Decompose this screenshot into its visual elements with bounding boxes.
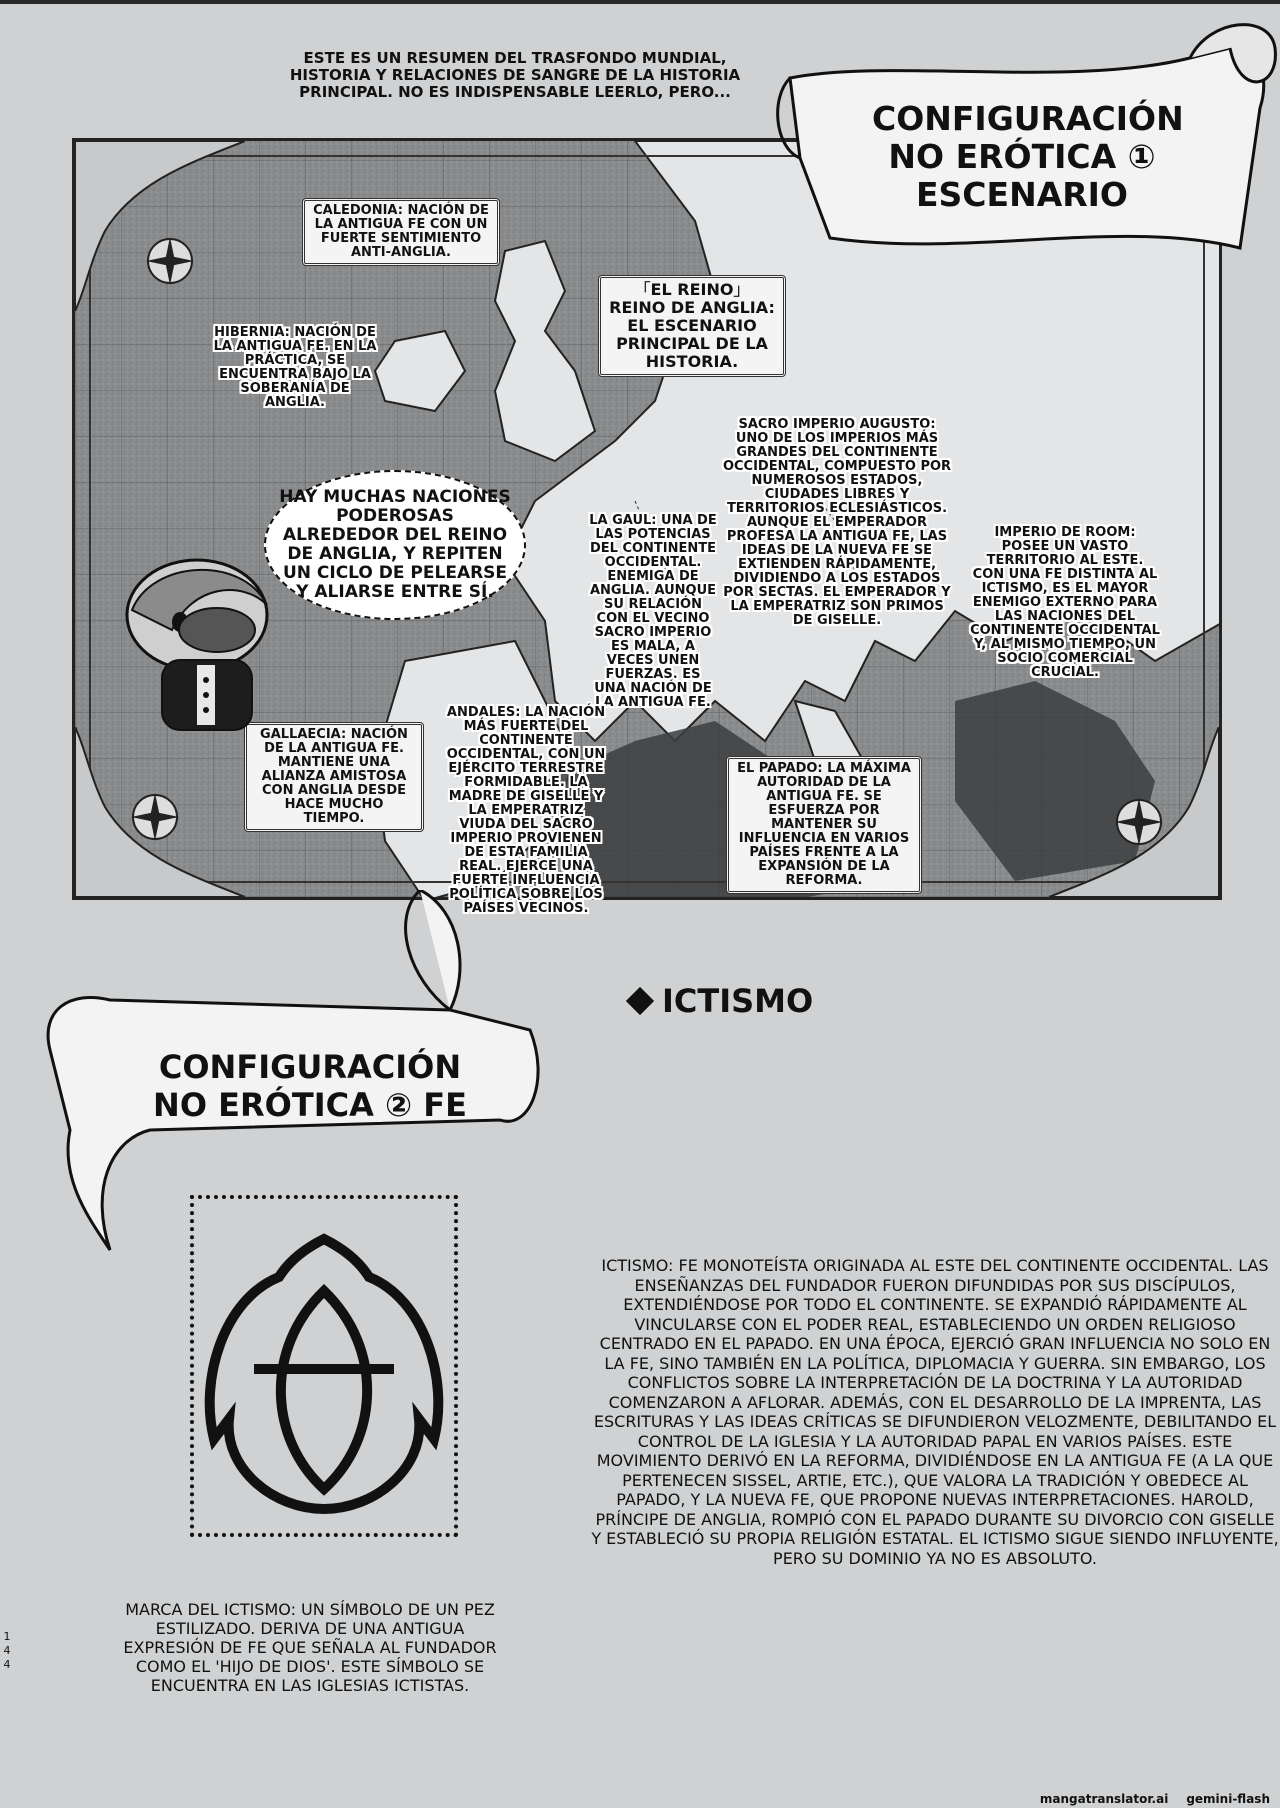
label-gallaecia: GALLAECIA: NACIÓN DE LA ANTIGUA FE. MANTIENE UNA ALIANZA AMISTOSA CON ANGLIA DESDE HACE MUCHO TIEMPO. xyxy=(244,722,424,832)
page-number: 1 4 4 xyxy=(3,1630,11,1671)
banner1-line1: CONFIGURACIÓN xyxy=(872,99,1184,138)
banner2-line2: NO ERÓTICA ② FE xyxy=(153,1086,467,1124)
banner-title-1 xyxy=(872,99,1184,214)
label-gaul: LA GAUL: UNA DE LAS POTENCIAS DEL CONTINENTE OCCIDENTAL. ENEMIGA DE ANGLIA. AUNQUE SU RELACIÓN CON EL VECINO SACRO IMPERIO ES MALA, A VECES UNEN FUERZAS. ES UNA NACIÓN DE LA ANTIGUA FE. xyxy=(589,513,717,710)
top-border xyxy=(0,0,1280,4)
ictism-description: ICTISMO: FE MONOTEÍSTA ORIGINADA AL ESTE DEL CONTINENTE OCCIDENTAL. LAS ENSEÑANZAS DEL FUNDADOR FUERON DIFUNDIDAS POR SUS DISCÍPULOS, EXTENDIÉNDOSE POR TODO EL CONTINENTE. SE EXPANDIÓ RÁPIDAMENTE AL VINCULARSE CON EL PODER REAL, ESTABLECIENDO UN ORDEN RELIGIOSO CENTRADO EN EL PAPADO. EN UNA ÉPOCA, EJERCIÓ GRAN INFLUENCIA NO SOLO EN LA FE, SINO TAMBIÉN EN LA POLÍTICA, DIPLOMACIA Y GUERRA. SIN EMBARGO, LOS CONFLICTOS SOBRE LA INTERPRETACIÓN DE LA DOCTRINA Y LA AUTORIDAD COMENZARON A AFLORAR. ADEMÁS, CON EL DESARROLLO DE LA IMPRENTA, LAS ESCRITURAS Y LAS IDEAS CRÍTICAS SE DIFUNDIERON VELOZMENTE, DEBILITANDO EL CONTROL DE LA IGLESIA Y LA AUTORIDAD PAPAL EN VARIOS PAÍSES. ESTE MOVIMIENTO DERIVÓ EN LA REFORMA, DIVIDIÉNDOSE EN LA ANTIGUA FE (A LA QUE PERTENECEN SISSEL, ARTIE, ETC.), QUE VALORA LA TRADICIÓN Y OBEDECE AL PAPADO, Y LA NUEVA FE, QUE PROPONE NUEVAS INTERPRETACIONES. HAROLD, PRÍNCIPE DE ANGLIA, ROMPIÓ CON EL PAPADO DURANTE SU DIVORCIO CON GISELLE Y ESTABLECIÓ SU PROPIA RELIGIÓN ESTATAL. EL ICTISMO SIGUE SIENDO INFLUYENTE, PERO SU DOMINIO YA NO ES ABSOLUTO. xyxy=(591,1256,1279,1568)
label-caledonia: CALEDONIA: NACIÓN DE LA ANTIGUA FE CON UN FUERTE SENTIMIENTO ANTI-ANGLIA. xyxy=(302,198,500,266)
label-room: IMPERIO DE ROOM: POSEE UN VASTO TERRITORIO AL ESTE. CON UNA FE DISTINTA AL ICTISMO, ES EL MAYOR ENEMIGO EXTERNO PARA LAS NACIONES DEL CONTINENTE OCCIDENTAL Y, AL MISMO TIEMPO, UN SOCIO COMERCIAL CRUCIAL. xyxy=(970,525,1160,680)
banner-title-2 xyxy=(140,1048,480,1124)
footer-credits xyxy=(1040,1792,1270,1806)
banner2-line1: CONFIGURACIÓN xyxy=(158,1048,462,1086)
compass-rose-icon xyxy=(1049,727,1219,897)
section-heading-text: ICTISMO xyxy=(662,982,814,1020)
footer-site: mangatranslator.ai xyxy=(1039,1792,1169,1806)
banner1-line2: NO ERÓTICA ① xyxy=(888,137,1156,176)
speech-bubble-text: HAY MUCHAS NACIONES PODEROSAS ALREDEDOR DEL REINO DE ANGLIA, Y REPITEN UN CICLO DE PELEARSE Y ALIARSE ENTRE SÍ. xyxy=(279,487,511,602)
footer-model: gemini-flash xyxy=(1186,1792,1270,1806)
compass-rose-icon xyxy=(75,141,245,311)
label-hibernia: HIBERNIA: NACIÓN DE LA ANTIGUA FE. EN LA PRÁCTICA, SE ENCUENTRA BAJO LA SOBERANÍA DE ANGLIA. xyxy=(213,325,377,410)
fish-symbol-icon xyxy=(194,1199,454,1533)
compass-rose-icon xyxy=(75,727,245,897)
speech-bubble xyxy=(264,470,526,620)
section-heading xyxy=(630,982,813,1020)
label-papado: EL PAPADO: LA MÁXIMA AUTORIDAD DE LA ANTIGUA FE. SE ESFUERZA POR MANTENER SU INFLUENCIA EN VARIOS PAÍSES FRENTE A LA EXPANSIÓN DE LA REFORMA. xyxy=(726,756,922,894)
label-andales: ANDALES: LA NACIÓN MÁS FUERTE DEL CONTINENTE OCCIDENTAL, CON UN EJÉRCITO TERRESTRE FORMIDABLE. LA MADRE DE GISELLE Y LA EMPERATRIZ VIUDA DEL SACRO IMPERIO PROVIENEN DE ESTA FAMILIA REAL. EJERCE UNA FUERTE INFLUENCIA POLÍTICA SOBRE LOS PAÍSES VECINOS. xyxy=(446,705,606,916)
banner1-line3: ESCENARIO xyxy=(916,175,1128,214)
symbol-caption: MARCA DEL ICTISMO: UN SÍMBOLO DE UN PEZ ESTILIZADO. DERIVA DE UNA ANTIGUA EXPRESIÓN DE FE QUE SEÑALA AL FUNDADOR COMO EL 'HIJO DE DIOS'. ESTE SÍMBOLO SE ENCUENTRA EN LAS IGLESIAS ICTISTAS. xyxy=(123,1600,497,1695)
intro-text: ESTE ES UN RESUMEN DEL TRASFONDO MUNDIAL, HISTORIA Y RELACIONES DE SANGRE DE LA HISTORIA PRINCIPAL. NO ES INDISPENSABLE LEERLO, PERO... xyxy=(289,49,741,101)
label-anglia: 「EL REINO」 REINO DE ANGLIA: EL ESCENARIO PRINCIPAL DE LA HISTORIA. xyxy=(598,275,786,377)
label-sacro-imperio: SACRO IMPERIO AUGUSTO: UNO DE LOS IMPERIOS MÁS GRANDES DEL CONTINENTE OCCIDENTAL, COMPUESTO POR NUMEROSOS ESTADOS, CIUDADES LIBRES Y TERRITORIOS ECLESIÁSTICOS. AUNQUE EL EMPERADOR PROFESA LA ANTIGUA FE, LAS IDEAS DE LA NUEVA FE SE EXTIENDEN RÁPIDAMENTE, DIVIDIENDO A LOS ESTADOS POR SECTAS. EL EMPERADOR Y LA EMPERATRIZ SON PRIMOS DE GISELLE. xyxy=(722,417,952,628)
diamond-bullet-icon xyxy=(626,987,654,1015)
ictism-symbol-frame xyxy=(190,1195,458,1537)
